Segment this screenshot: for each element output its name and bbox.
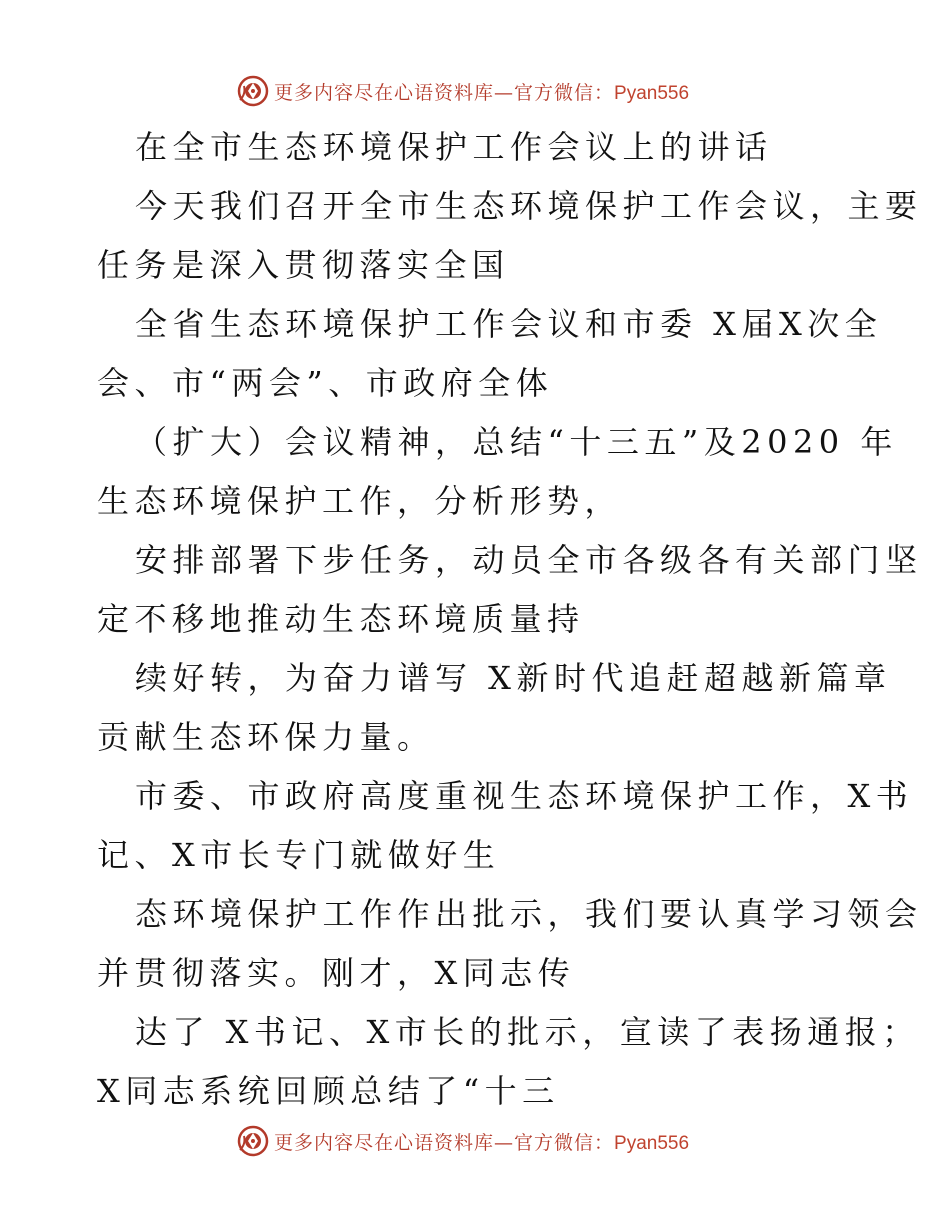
- text-line: 生态环境保护工作，分析形势，: [97, 482, 623, 520]
- document-body: [97, 118, 923, 1121]
- text-line: 安排部署下步任务，动员全市各级各有关部门坚: [135, 541, 923, 579]
- text-line: X同志系统回顾总结了“十三: [97, 1072, 560, 1110]
- watermark-account: Pyan556: [614, 82, 690, 104]
- text-line: 会、市“两会”、市政府全体: [97, 364, 554, 402]
- document-title: 在全市生态环境保护工作会议上的讲话: [135, 128, 773, 166]
- text-line: 全省生态环境保护工作会议和市委 X届X次全: [135, 305, 883, 343]
- watermark-account: Pyan556: [614, 1132, 690, 1154]
- text-line: 任务是深入贯彻落实全国: [97, 246, 510, 284]
- text-line: 续好转，为奋力谱写 X新时代追赶超越新篇章: [135, 659, 892, 697]
- footer-watermark: [236, 1123, 689, 1159]
- header-watermark: [236, 73, 689, 109]
- text-line: 定不移地推动生态环境质量持: [97, 600, 585, 638]
- text-line: 并贯彻落实。刚才，X同志传: [97, 954, 576, 992]
- pen-nib-seal-icon: [236, 74, 270, 108]
- text-line: 今天我们召开全市生态环境保护工作会议，主要: [135, 187, 923, 225]
- text-line: 态环境保护工作作出批示，我们要认真学习领会: [135, 895, 923, 933]
- text-line: 记、X市长专门就做好生: [97, 836, 501, 874]
- text-line: 贡献生态环保力量。: [97, 718, 435, 756]
- watermark-text: 更多内容尽在心语资料库—官方微信：Pyan556: [274, 81, 690, 104]
- watermark-text: 更多内容尽在心语资料库—官方微信：Pyan556: [274, 1131, 690, 1154]
- text-line: 达了 X书记、X市长的批示，宣读了表扬通报；: [135, 1013, 920, 1051]
- pen-nib-seal-icon: [236, 1124, 270, 1158]
- text-line: 市委、市政府高度重视生态环境保护工作，X书: [135, 777, 914, 815]
- text-line: （扩大）会议精神，总结“十三五”及2020 年: [135, 423, 898, 461]
